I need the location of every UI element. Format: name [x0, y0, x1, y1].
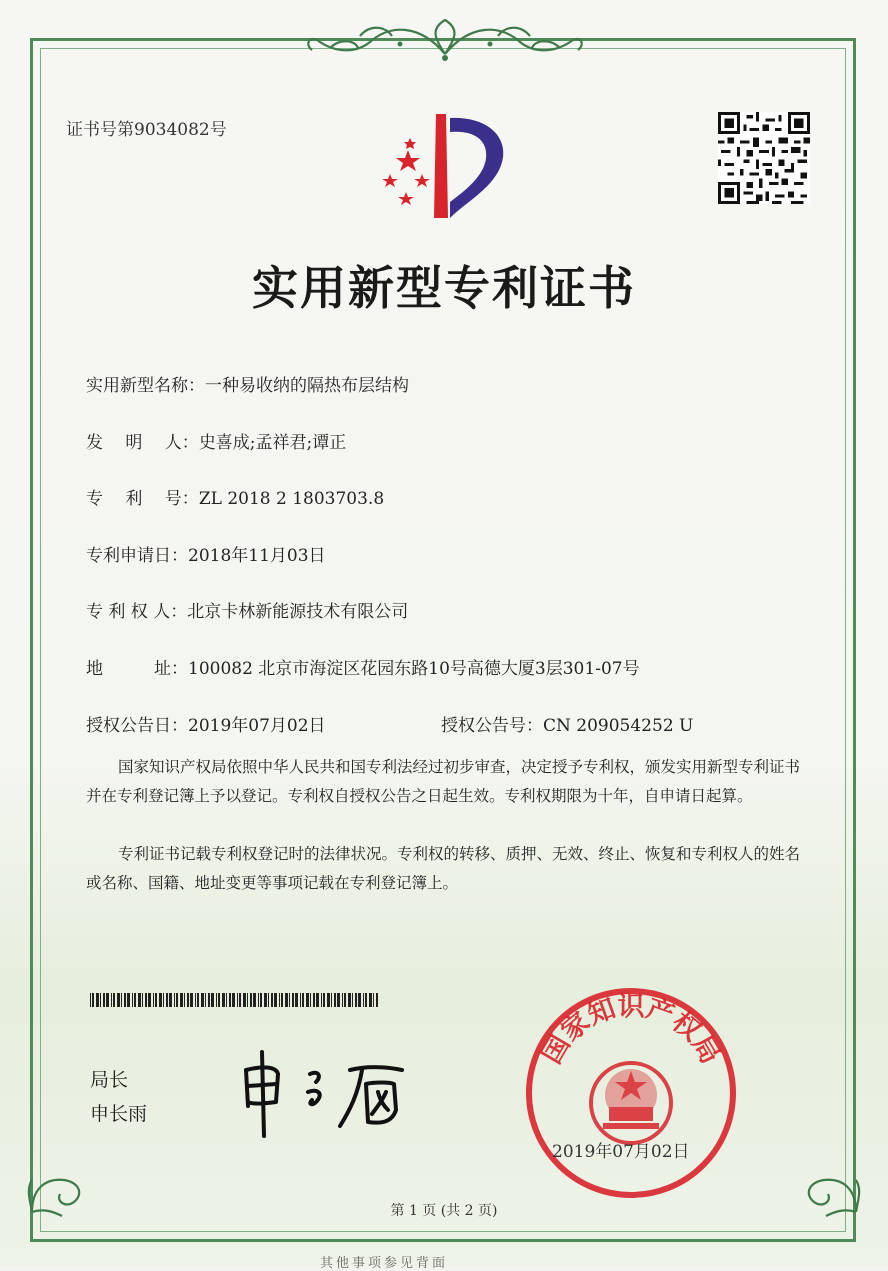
barcode-bar — [327, 993, 330, 1007]
barcode-bar — [300, 993, 301, 1007]
barcode-bar — [216, 993, 217, 1007]
bottom-cut-text: 其他事项参见背面 — [320, 1256, 449, 1271]
barcode-bar — [376, 993, 378, 1007]
barcode-bar — [159, 993, 162, 1007]
certificate-title: 实用新型专利证书 — [252, 261, 636, 315]
barcode-bar — [121, 993, 122, 1007]
barcode-bar — [310, 993, 311, 1007]
address-label: 地 址： — [86, 659, 188, 679]
barcode-bar — [155, 993, 157, 1007]
barcode-bar — [253, 993, 256, 1007]
barcode-bar — [195, 993, 196, 1007]
barcode-bar — [190, 993, 193, 1007]
barcode-bar — [106, 993, 109, 1007]
barcode-bar — [100, 993, 101, 1007]
inventor-label: 发 明 人： — [86, 433, 199, 453]
barcode-bar — [271, 993, 273, 1007]
barcode-bar — [96, 993, 99, 1007]
barcode-bar — [331, 993, 332, 1007]
barcode-bar — [163, 993, 164, 1007]
barcode-bar — [222, 993, 225, 1007]
barcode-bar — [113, 993, 115, 1007]
barcode-bar — [258, 993, 259, 1007]
patent-number-value: ZL 2018 2 1803703.8 — [198, 489, 385, 509]
barcode-bar — [363, 993, 364, 1007]
patentee-value: 北京卡林新能源技术有限公司 — [187, 602, 409, 622]
official-seal-stamp — [523, 985, 739, 1201]
barcode-bar — [355, 993, 357, 1007]
inventor-value: 史喜成;孟祥君;谭正 — [198, 433, 347, 453]
barcode-bar — [292, 993, 294, 1007]
barcode-bar — [187, 993, 189, 1007]
barcode-bar — [260, 993, 262, 1007]
grant-number-value: CN 209054252 U — [543, 716, 694, 736]
patent-number-label: 专 利 号： — [86, 489, 199, 509]
barcode-bar — [174, 993, 175, 1007]
barcode-bar — [243, 993, 246, 1007]
barcode-bar — [232, 993, 235, 1007]
seal-text: 国家知识产权局 — [536, 991, 726, 1070]
top-ornament — [300, 14, 590, 66]
legal-paragraph-1: 国家知识产权局依照中华人民共和国专利法经过初步审查，决定授予专利权，颁发实用新型专利证书并在专利登记簿上予以登记。专利权自授权公告之日起生效。专利权期限为十年，自申请日起算。 — [86, 758, 801, 805]
barcode-bar — [274, 993, 277, 1007]
barcode-bar — [90, 993, 91, 1007]
barcode-bar — [218, 993, 220, 1007]
barcode-bar — [226, 993, 227, 1007]
barcode-bar — [373, 993, 374, 1007]
barcode-bar — [145, 993, 147, 1007]
barcode-bar — [208, 993, 210, 1007]
barcode-bar — [369, 993, 372, 1007]
barcode-bar — [268, 993, 269, 1007]
grant-number-label: 授权公告号： — [441, 716, 543, 736]
barcode-bar — [132, 993, 133, 1007]
barcode-bar — [342, 993, 343, 1007]
invention-name-label: 实用新型名称： — [86, 376, 205, 396]
barcode-bar — [279, 993, 280, 1007]
certificate-number: 证书号第9034082号 — [66, 120, 227, 140]
barcode-bar — [111, 993, 112, 1007]
barcode-bar — [148, 993, 151, 1007]
barcode-bar — [127, 993, 130, 1007]
legal-paragraph-2: 专利证书记载专利权登记时的法律状况。专利权的转移、质押、无效、终止、恢复和专利权人的姓名或名称、国籍、地址变更等事项记载在专利登记簿上。 — [86, 845, 801, 892]
barcode-bar — [289, 993, 290, 1007]
director-title: 局长 — [90, 1069, 129, 1091]
barcode-bar — [142, 993, 143, 1007]
filing-date-value: 2018年11月03日 — [188, 546, 326, 566]
grant-date-row — [86, 711, 326, 736]
barcode-bar — [229, 993, 231, 1007]
barcode-bar — [321, 993, 322, 1007]
barcode-bar — [348, 993, 351, 1007]
barcode-bar — [358, 993, 361, 1007]
page-number: 第 1 页 (共 2 页) — [390, 1203, 498, 1219]
grant-number-row — [441, 711, 693, 736]
patentee-row — [86, 597, 408, 622]
barcode-bar — [166, 993, 168, 1007]
barcode-bar — [306, 993, 309, 1007]
address-value: 100082 北京市海淀区花园东路10号高德大厦3层301-07号 — [188, 659, 640, 679]
barcode-bar — [153, 993, 154, 1007]
barcode-bar — [134, 993, 136, 1007]
grant-date-value: 2019年07月02日 — [188, 716, 326, 736]
director-name: 申长雨 — [90, 1103, 148, 1125]
barcode-bar — [247, 993, 248, 1007]
barcode-bar — [180, 993, 183, 1007]
barcode-bar — [239, 993, 241, 1007]
qr-code-icon — [718, 112, 810, 204]
barcode-bar — [176, 993, 178, 1007]
barcode-bar — [334, 993, 336, 1007]
invention-name-value: 一种易收纳的隔热布层结构 — [205, 376, 409, 396]
barcode-bar — [264, 993, 267, 1007]
barcode-bar — [197, 993, 199, 1007]
barcode-bar — [316, 993, 319, 1007]
inventor-row — [86, 428, 346, 453]
barcode-bar — [237, 993, 238, 1007]
barcode-bar — [184, 993, 185, 1007]
barcode-bar — [211, 993, 214, 1007]
cnipa-logo-icon — [370, 110, 520, 230]
barcode-bar — [365, 993, 367, 1007]
patent-number-row — [86, 484, 384, 509]
barcode-bar — [103, 993, 105, 1007]
patentee-label: 专 利 权 人： — [86, 602, 188, 622]
filing-date-label: 专利申请日： — [86, 546, 188, 566]
barcode-bar — [352, 993, 353, 1007]
barcode-bar — [205, 993, 206, 1007]
seal-date: 2019年07月02日 — [552, 1142, 690, 1162]
barcode-bar — [169, 993, 172, 1007]
grant-date-label: 授权公告日： — [86, 716, 188, 736]
barcode-bar — [250, 993, 252, 1007]
svg-text:国家知识产权局 — [536, 991, 726, 1069]
address-row — [86, 654, 640, 679]
filing-date-row — [86, 541, 326, 566]
barcode-bar — [92, 993, 94, 1007]
barcode-bar — [138, 993, 141, 1007]
barcode-bar — [344, 993, 346, 1007]
barcode-bar — [302, 993, 304, 1007]
barcode-bar — [295, 993, 298, 1007]
invention-name-row — [86, 371, 409, 396]
barcode-bar — [323, 993, 325, 1007]
barcode-bar — [124, 993, 126, 1007]
barcode-bar — [285, 993, 288, 1007]
barcode-bar — [117, 993, 120, 1007]
barcode-bar — [337, 993, 340, 1007]
barcode-bar — [313, 993, 315, 1007]
barcode-bar — [281, 993, 283, 1007]
barcode-icon — [90, 993, 380, 1007]
handwritten-signature — [232, 1040, 442, 1140]
barcode-bar — [201, 993, 204, 1007]
